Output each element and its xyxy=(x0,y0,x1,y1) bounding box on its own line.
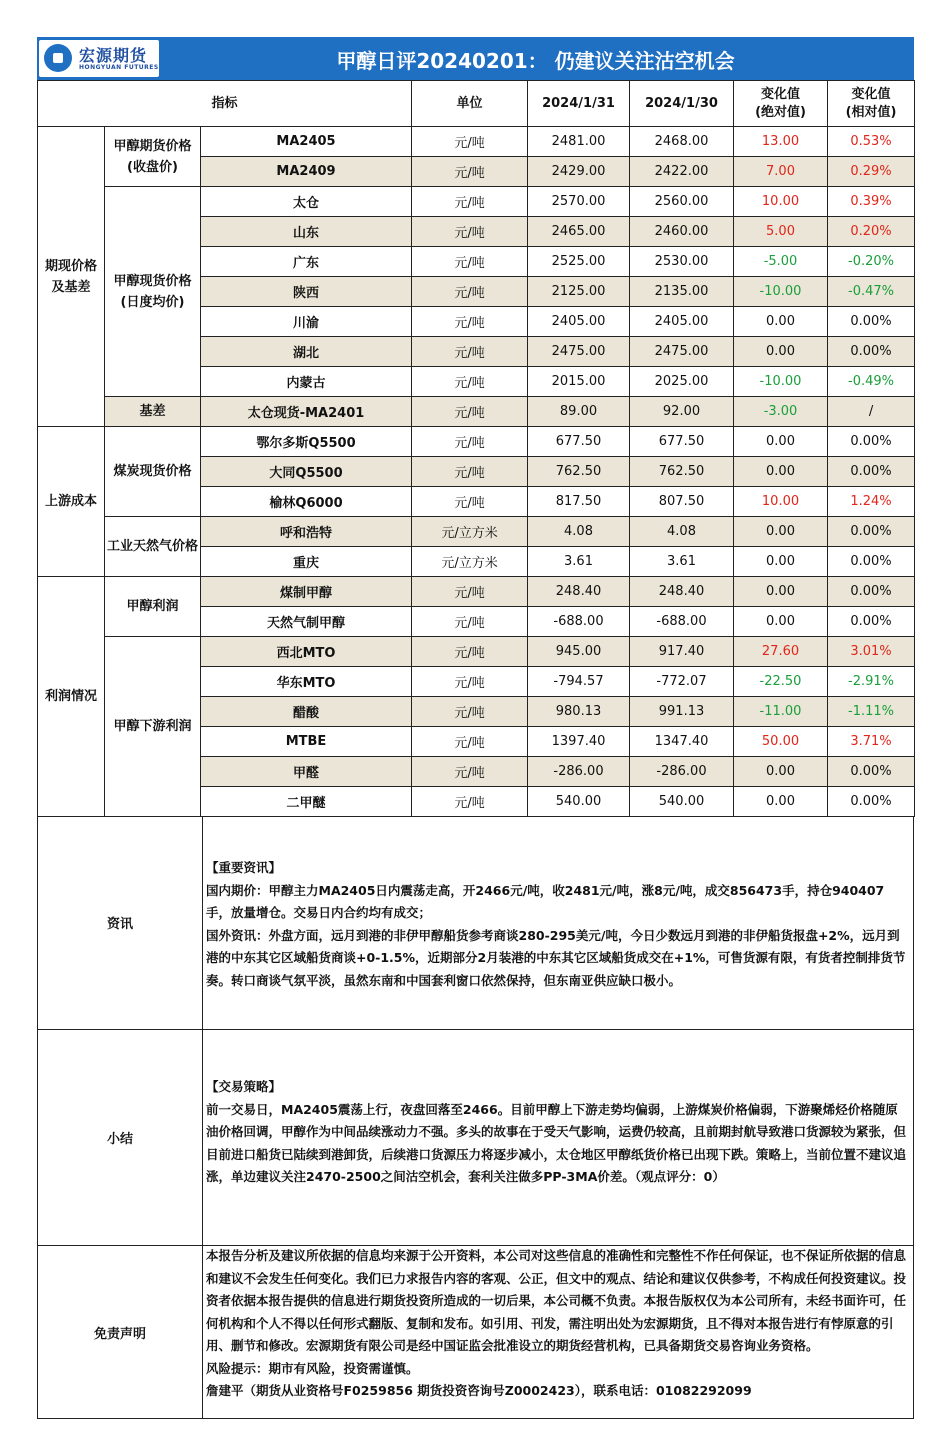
rel-change-cell: 0.00% xyxy=(828,427,915,457)
company-logo xyxy=(39,40,159,77)
value-date2: 248.40 xyxy=(630,577,734,607)
rel-change-cell: / xyxy=(828,397,915,427)
abs-change-cell: 0.00 xyxy=(734,547,828,577)
value-date2: 2560.00 xyxy=(630,187,734,217)
subgroup-label: 基差 xyxy=(105,397,201,427)
abs-change-cell: 27.60 xyxy=(734,637,828,667)
indicator-name: MTBE xyxy=(201,727,412,757)
indicator-name: MA2405 xyxy=(201,127,412,157)
indicator-name: 鄂尔多斯Q5500 xyxy=(201,427,412,457)
rel-change-cell: 0.20% xyxy=(828,217,915,247)
rel-change-cell: 0.00% xyxy=(828,607,915,637)
table-row xyxy=(38,427,915,457)
rel-change-cell: 0.00% xyxy=(828,517,915,547)
abs-change-cell: 50.00 xyxy=(734,727,828,757)
rel-change-cell: 0.00% xyxy=(828,547,915,577)
value-date1: 89.00 xyxy=(528,397,630,427)
col-indicator: 指标 xyxy=(38,81,412,127)
value-date1: 2405.00 xyxy=(528,307,630,337)
value-date2: 677.50 xyxy=(630,427,734,457)
abs-change-cell: 0.00 xyxy=(734,757,828,787)
logo-subtext: HONGYUAN FUTURES xyxy=(79,64,159,71)
unit-cell: 元/吨 xyxy=(412,457,528,487)
rel-change-cell: 0.00% xyxy=(828,577,915,607)
unit-cell: 元/吨 xyxy=(412,427,528,457)
abs-change-cell: 0.00 xyxy=(734,577,828,607)
abs-change-cell: 5.00 xyxy=(734,217,828,247)
indicator-name: 甲醛 xyxy=(201,757,412,787)
value-date1: 2481.00 xyxy=(528,127,630,157)
rel-change-cell: 0.29% xyxy=(828,157,915,187)
value-date1: 2429.00 xyxy=(528,157,630,187)
indicator-name: 太仓 xyxy=(201,187,412,217)
logo-text: 宏源期货 xyxy=(79,46,148,65)
value-date1: 945.00 xyxy=(528,637,630,667)
subgroup-label: 甲醇现货价格 (日度均价) xyxy=(105,187,201,397)
abs-change-cell: 0.00 xyxy=(734,427,828,457)
rel-change-cell: 0.00% xyxy=(828,757,915,787)
indicator-name: 重庆 xyxy=(201,547,412,577)
value-date2: -688.00 xyxy=(630,607,734,637)
report-title: 甲醇日评20240201： 仍建议关注沽空机会 xyxy=(336,49,735,73)
disclaimer-label: 免责声明 xyxy=(38,1246,203,1418)
subgroup-label: 工业天然气价格 xyxy=(105,517,201,577)
rel-change-cell: -0.20% xyxy=(828,247,915,277)
unit-cell: 元/吨 xyxy=(412,367,528,397)
subgroup-label: 甲醇利润 xyxy=(105,577,201,637)
col-unit: 单位 xyxy=(412,81,528,127)
value-date2: 540.00 xyxy=(630,787,734,817)
abs-change-cell: -5.00 xyxy=(734,247,828,277)
unit-cell: 元/吨 xyxy=(412,697,528,727)
value-date2: 2135.00 xyxy=(630,277,734,307)
value-date2: 991.13 xyxy=(630,697,734,727)
unit-cell: 元/吨 xyxy=(412,487,528,517)
col-abs-change: 变化值 (绝对值) xyxy=(734,81,828,127)
value-date1: 677.50 xyxy=(528,427,630,457)
indicator-name: 天然气制甲醇 xyxy=(201,607,412,637)
indicator-table xyxy=(37,80,915,817)
value-date1: 1397.40 xyxy=(528,727,630,757)
value-date2: 2405.00 xyxy=(630,307,734,337)
rel-change-cell: 0.00% xyxy=(828,337,915,367)
table-row xyxy=(38,187,915,217)
table-row xyxy=(38,517,915,547)
value-date2: 2422.00 xyxy=(630,157,734,187)
table-row xyxy=(38,397,915,427)
indicator-name: 西北MTO xyxy=(201,637,412,667)
value-date1: 2015.00 xyxy=(528,367,630,397)
summary-body xyxy=(206,1076,909,1189)
value-date2: 2460.00 xyxy=(630,217,734,247)
logo-icon xyxy=(44,44,72,72)
unit-cell: 元/吨 xyxy=(412,757,528,787)
unit-cell: 元/吨 xyxy=(412,667,528,697)
rel-change-cell: 0.00% xyxy=(828,787,915,817)
table-row xyxy=(38,637,915,667)
risk-notice: 风险提示：期市有风险，投资需谨慎。 xyxy=(206,1360,419,1376)
value-date2: 1347.40 xyxy=(630,727,734,757)
value-date1: 2465.00 xyxy=(528,217,630,247)
abs-change-cell: 0.00 xyxy=(734,517,828,547)
news-heading: 【重要资讯】 xyxy=(206,860,282,875)
news-paragraph: 国内期价：甲醇主力MA2405日内震荡走高，开2466元/吨，收2481元/吨，涨8元/吨，成交856473手，持仓940407手，放量增仓。交易日内合约均有成交； xyxy=(206,882,885,920)
abs-change-cell: -3.00 xyxy=(734,397,828,427)
indicator-name: 广东 xyxy=(201,247,412,277)
rel-change-cell: 1.24% xyxy=(828,487,915,517)
value-date1: 2125.00 xyxy=(528,277,630,307)
value-date2: 2530.00 xyxy=(630,247,734,277)
abs-change-cell: 0.00 xyxy=(734,787,828,817)
abs-change-cell: 7.00 xyxy=(734,157,828,187)
abs-change-cell: 13.00 xyxy=(734,127,828,157)
unit-cell: 元/吨 xyxy=(412,637,528,667)
abs-change-cell: -10.00 xyxy=(734,367,828,397)
abs-change-cell: 10.00 xyxy=(734,487,828,517)
value-date1: 2570.00 xyxy=(528,187,630,217)
group-label: 利润情况 xyxy=(38,577,105,817)
rel-change-cell: 0.00% xyxy=(828,457,915,487)
value-date1: 2525.00 xyxy=(528,247,630,277)
abs-change-cell: -10.00 xyxy=(734,277,828,307)
unit-cell: 元/吨 xyxy=(412,577,528,607)
rel-change-cell: 3.71% xyxy=(828,727,915,757)
unit-cell: 元/吨 xyxy=(412,217,528,247)
indicator-name: 煤制甲醇 xyxy=(201,577,412,607)
analyst-contact: 詹建平（期货从业资格号F0259856 期货投资咨询号Z0002423），联系电话：01082292099 xyxy=(206,1383,752,1398)
indicator-name: 榆林Q6000 xyxy=(201,487,412,517)
indicator-name: 陕西 xyxy=(201,277,412,307)
value-date2: 3.61 xyxy=(630,547,734,577)
news-paragraph: 国外资讯：外盘方面，远月到港的非伊甲醇船货参考商谈280-295美元/吨，今日少数远月到港的非伊船货报盘+2%，远月到港的中东其它区域船货商谈+0-1.5%，近期部分2月装港的中东其它区域船货成交在+1%，可售货源有限，有货者控制排货节奏。转口商谈气氛平淡，虽然东南和中国套利窗口依然保持，但东南亚供应缺口极小。 xyxy=(206,927,906,988)
abs-change-cell: -22.50 xyxy=(734,667,828,697)
indicator-name: 大同Q5500 xyxy=(201,457,412,487)
news-body xyxy=(206,857,909,992)
value-date1: 248.40 xyxy=(528,577,630,607)
summary-label: 小结 xyxy=(38,1030,203,1245)
unit-cell: 元/立方米 xyxy=(412,517,528,547)
value-date2: 2468.00 xyxy=(630,127,734,157)
indicator-name: 华东MTO xyxy=(201,667,412,697)
news-label: 资讯 xyxy=(38,816,203,1029)
value-date1: 980.13 xyxy=(528,697,630,727)
value-date1: 762.50 xyxy=(528,457,630,487)
disclaimer-section xyxy=(37,1246,914,1419)
indicator-name: 二甲醚 xyxy=(201,787,412,817)
value-date2: 917.40 xyxy=(630,637,734,667)
value-date1: 540.00 xyxy=(528,787,630,817)
title-bar xyxy=(37,37,914,80)
summary-section xyxy=(37,1030,914,1246)
indicator-name: 湖北 xyxy=(201,337,412,367)
table-row xyxy=(38,577,915,607)
abs-change-cell: 0.00 xyxy=(734,607,828,637)
value-date2: 2025.00 xyxy=(630,367,734,397)
indicator-name: 呼和浩特 xyxy=(201,517,412,547)
value-date2: 2475.00 xyxy=(630,337,734,367)
subgroup-label: 煤炭现货价格 xyxy=(105,427,201,517)
rel-change-cell: -0.49% xyxy=(828,367,915,397)
indicator-name: 内蒙古 xyxy=(201,367,412,397)
value-date2: -772.07 xyxy=(630,667,734,697)
summary-heading: 【交易策略】 xyxy=(206,1079,282,1094)
unit-cell: 元/吨 xyxy=(412,157,528,187)
col-date1: 2024/1/31 xyxy=(528,81,630,127)
indicator-name: MA2409 xyxy=(201,157,412,187)
col-date2: 2024/1/30 xyxy=(630,81,734,127)
abs-change-cell: -11.00 xyxy=(734,697,828,727)
subgroup-label: 甲醇下游利润 xyxy=(105,637,201,817)
value-date1: -286.00 xyxy=(528,757,630,787)
subgroup-label: 甲醇期货价格 (收盘价) xyxy=(105,127,201,187)
unit-cell: 元/吨 xyxy=(412,127,528,157)
indicator-name: 山东 xyxy=(201,217,412,247)
value-date1: 2475.00 xyxy=(528,337,630,367)
unit-cell: 元/吨 xyxy=(412,727,528,757)
rel-change-cell: 0.00% xyxy=(828,307,915,337)
value-date1: -794.57 xyxy=(528,667,630,697)
rel-change-cell: -1.11% xyxy=(828,697,915,727)
rel-change-cell: -0.47% xyxy=(828,277,915,307)
unit-cell: 元/吨 xyxy=(412,187,528,217)
disclaimer-body xyxy=(206,1245,909,1403)
value-date1: 4.08 xyxy=(528,517,630,547)
abs-change-cell: 0.00 xyxy=(734,457,828,487)
abs-change-cell: 10.00 xyxy=(734,187,828,217)
table-row xyxy=(38,127,915,157)
unit-cell: 元/吨 xyxy=(412,787,528,817)
group-label: 期现价格 及基差 xyxy=(38,127,105,427)
unit-cell: 元/吨 xyxy=(412,307,528,337)
value-date2: -286.00 xyxy=(630,757,734,787)
unit-cell: 元/吨 xyxy=(412,277,528,307)
indicator-name: 太仓现货-MA2401 xyxy=(201,397,412,427)
summary-paragraph: 前一交易日，MA2405震荡上行，夜盘回落至2466。目前甲醇上下游走势均偏弱，上游煤炭价格偏弱，下游聚烯烃价格随原油价格回调，甲醇作为中间品续涨动力不强。多头的故事在于受天气影响，运费仍较高，且前期封航导致港口货源较为紧张，但目前进口船货已陆续到港卸货，后续港口货源压力将逐步减小，太仓地区甲醇纸货价格已出现下跌。策略上，当前位置不建议追涨，单边建议关注2470-2500之间沽空机会，套利关注做多PP-3MA价差。（观点评分：0） xyxy=(206,1101,907,1184)
value-date1: -688.00 xyxy=(528,607,630,637)
unit-cell: 元/吨 xyxy=(412,247,528,277)
rel-change-cell: 0.53% xyxy=(828,127,915,157)
value-date2: 762.50 xyxy=(630,457,734,487)
unit-cell: 元/吨 xyxy=(412,607,528,637)
table-header-row xyxy=(38,81,915,127)
abs-change-cell: 0.00 xyxy=(734,337,828,367)
rel-change-cell: 0.39% xyxy=(828,187,915,217)
value-date2: 807.50 xyxy=(630,487,734,517)
unit-cell: 元/吨 xyxy=(412,397,528,427)
abs-change-cell: 0.00 xyxy=(734,307,828,337)
indicator-name: 川渝 xyxy=(201,307,412,337)
col-rel-change: 变化值 (相对值) xyxy=(828,81,915,127)
rel-change-cell: -2.91% xyxy=(828,667,915,697)
value-date2: 92.00 xyxy=(630,397,734,427)
value-date2: 4.08 xyxy=(630,517,734,547)
group-label: 上游成本 xyxy=(38,427,105,577)
disclaimer-paragraph: 本报告分析及建议所依据的信息均来源于公开资料，本公司对这些信息的准确性和完整性不作任何保证，也不保证所依据的信息和建议不会发生任何变化。我们已力求报告内容的客观、公正，但文中的观点、结论和建议仅供参考，不构成任何投资建议。投资者依据本报告提供的信息进行期货投资所造成的一切后果，本公司概不负责。本报告版权仅为本公司所有，未经书面许可，任何机构和个人不得以任何形式翻版、复制和发布。如引用、刊发，需注明出处为宏源期货，且不得对本报告进行有悖原意的引用、删节和修改。宏源期货有限公司是经中国证监会批准设立的期货经营机构，已具备期货交易咨询业务资格。 xyxy=(206,1248,907,1353)
rel-change-cell: 3.01% xyxy=(828,637,915,667)
value-date1: 3.61 xyxy=(528,547,630,577)
unit-cell: 元/吨 xyxy=(412,337,528,367)
unit-cell: 元/立方米 xyxy=(412,547,528,577)
indicator-name: 醋酸 xyxy=(201,697,412,727)
news-section xyxy=(37,816,914,1030)
value-date1: 817.50 xyxy=(528,487,630,517)
